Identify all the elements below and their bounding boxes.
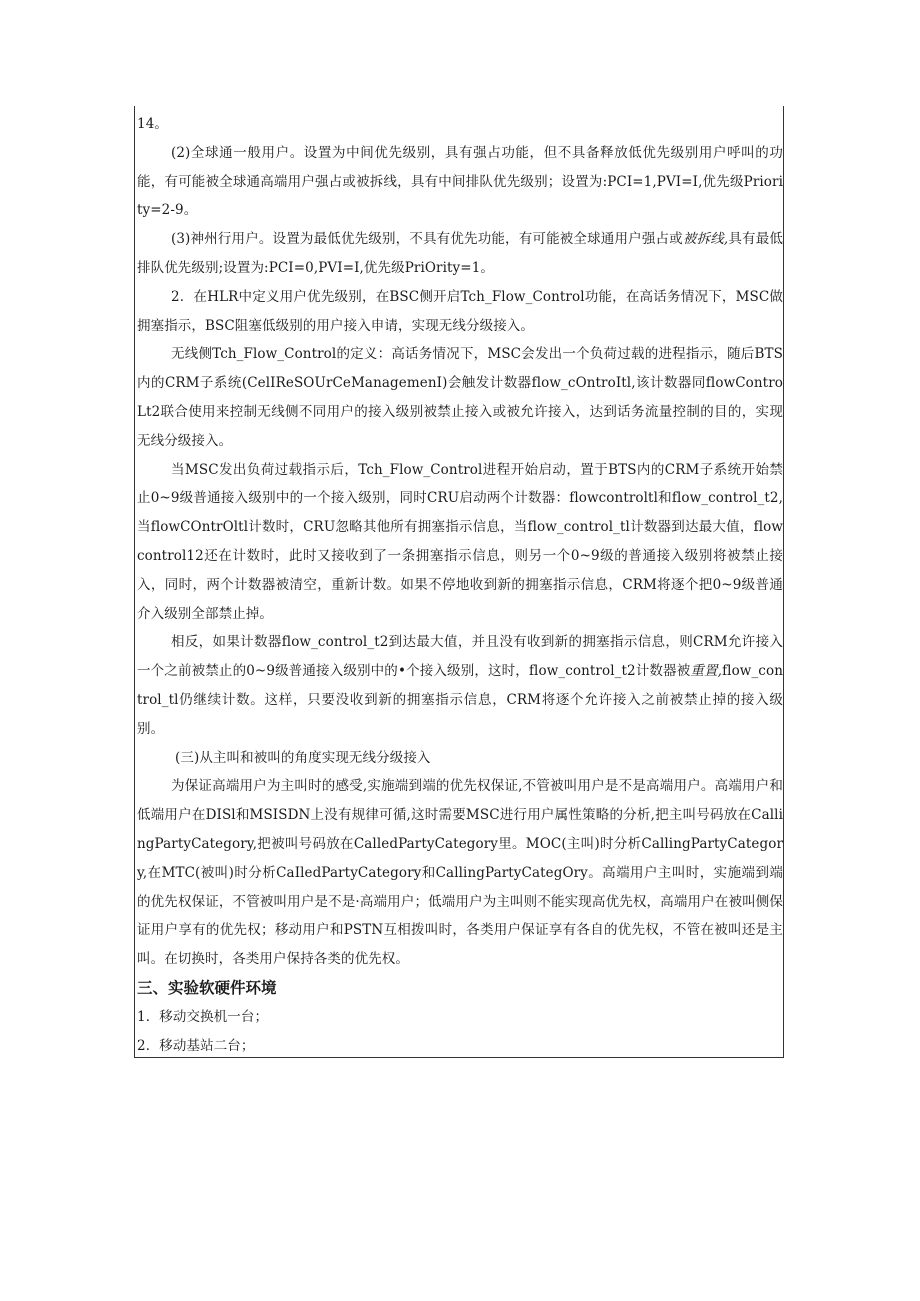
paragraph-counter-reset [137,628,783,743]
paragraph-shenzhouxing-user [137,225,783,283]
document-body [137,110,783,1060]
list-item: 1．移动交换机一台； [137,1008,269,1025]
paragraph-continuation: 14。 [137,116,168,132]
paragraph-calling-called: 为保证高端用户为主叫时的感受,实施端到端的优先权保证,不管被叫用户是不是高端用户。高端用户和低端用户在DISl和MSISDN上没有规律可循,这时需要MSC进行用户属性策略的分析,把主叫号码放在CallingPartyCategory,把被叫号码放在CalledPartyCategory里。MOC(主叫)时分析CallingPartyCategory,在MTC(被叫)时分析CaIledPartyCategory和CallingPartyCategOry。高端用户主叫时，实施端到端的优先权保证，不管被叫用户是不是·高端用户；低端用户为主叫则不能实现高优先权，高端用户在被叫侧保证用户享有的优先权；移动用户和PSTN互相拨叫时，各类用户保证享有各自的优先权，不管在被叫还是主叫。在切换时，各类用户保持各类的优先权。 [137,778,783,968]
paragraph-overload-process: 当MSC发出负荷过载指示后，Tch_Flow_Control进程开始启动，置于BTS内的CRM子系统开始禁止0~9级普通接入级别中的一个接入级别，同时CRU启动两个计数器：flowcontroltl和flow_control_t2,当flowCOntrOltl计数时，CRU忽略其他所有拥塞指示信息，当flow_control_tl计数器到达最大值，flowcontrol12还在计数时，此时又接收到了一条拥塞指示信息，则另一个0~9级的普通接入级别将被禁止接入，同时，两个计数器被清空，重新计数。如果不停地收到新的拥塞指示信息，CRM将逐个把0~9级普通介入级别全部禁止掉。 [137,461,783,622]
paragraph-flow-control-definition: 无线侧Tch_Flow_Control的定义：高话务情况下，MSC会发出一个负荷过载的进程指示，随后BTS内的CRM子系统(CelIReSOUrCeManagemenI)会触发计数器flow_cOntroItl,该计数器同flowControLt2联合使用来控制无线侧不同用户的接入级别被禁止接入或被允许接入，达到话务流量控制的目的，实现无线分级接入。 [137,346,783,449]
italic-text-segment: 重置, [690,663,723,680]
italic-text-segment: 被拆线, [682,231,729,248]
paragraph-hlr-priority: 2．在HLR中定义用户优先级别，在BSC侧开启Tch_Flow_Control功能，在高话务情况下，MSC做拥塞指示，BSC阻塞低级别的用户接入申请，实现无线分级接入。 [137,288,783,334]
list-item: 2．移动基站二台； [137,1037,255,1054]
section-heading: 三、实验软硬件环境 [137,978,277,997]
text-segment: (3)神州行用户。设置为最低优先级别，不具有优先功能，有可能被全球通用户强占或 [171,231,683,248]
text-segment: 相反，如果计数器flow_control_t2到达最大值，并且没有收到新的拥塞指示信息，则CRM允许接入一个之前被禁止的0~9级普通接入级别中的•个接入级别，这时，flow_control_t2计数器被 [137,634,783,680]
text-segment: 具有最低排队优先级别;设置为:PCI=0,PVI=I,优先级PriOrity=1。 [137,231,783,276]
subsection-title: (三)从主叫和被叫的角度实现无线分级接入 [175,749,431,766]
text-segment: flow_control_tl仍继续计数。这样，只要没收到新的拥塞指示信息，CRM将逐个允许接入之前被禁止掉的接入级别。 [137,663,783,737]
paragraph-gotone-general-user: (2)全球通一般用户。设置为中间优先级别，具有强占功能，但不具备释放低优先级别用户呼叫的功能，有可能被全球通高端用户强占或被拆线，具有中间排队优先级别；设置为:PCI=1,PVI=I,优先级Priority=2-9。 [137,144,783,219]
